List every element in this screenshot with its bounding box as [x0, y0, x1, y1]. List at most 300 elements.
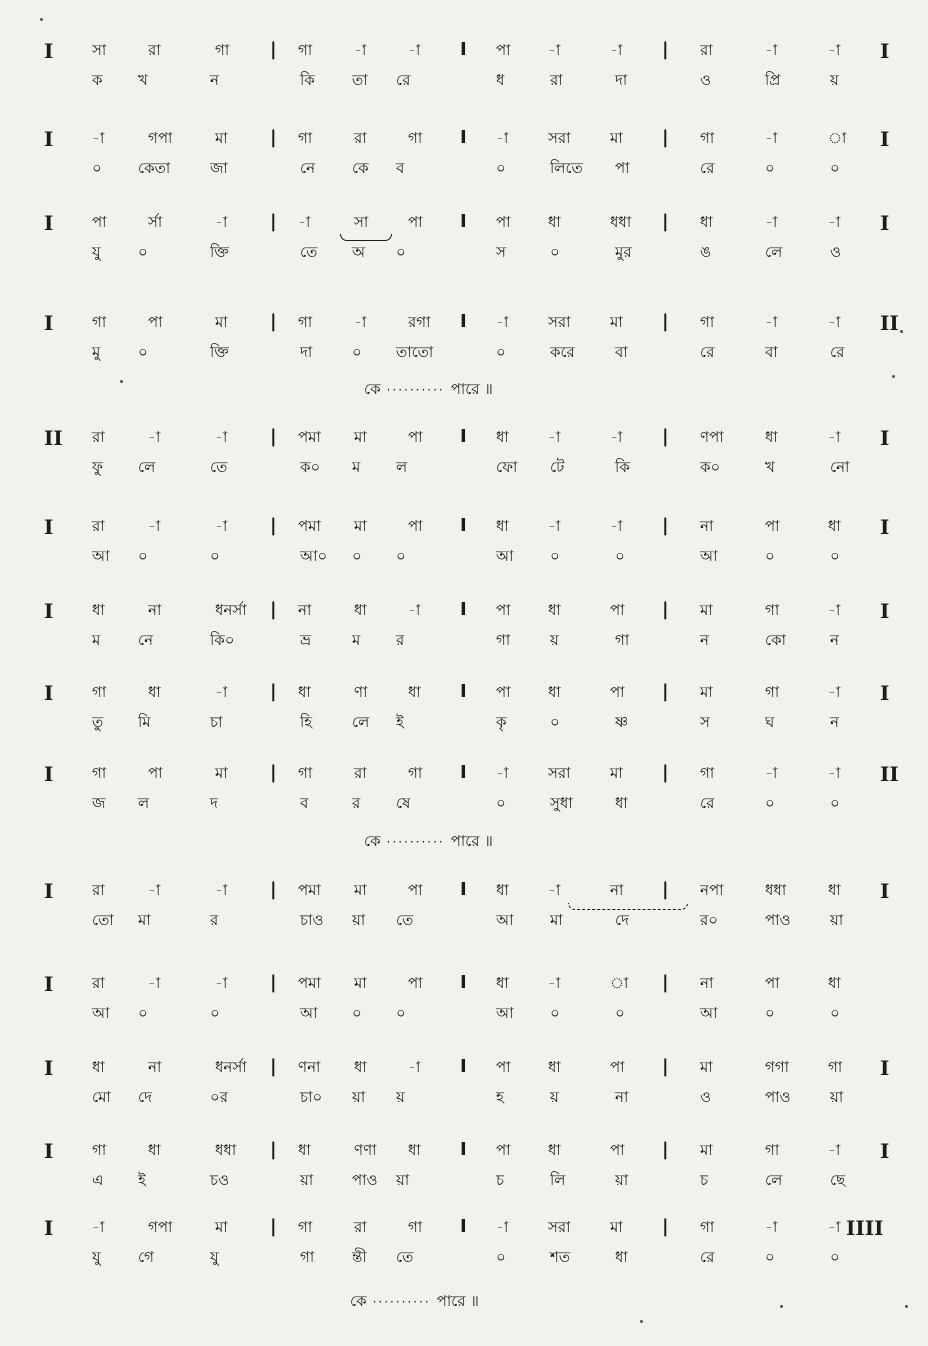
- note-cell: ধা: [148, 683, 161, 701]
- note-cell: মা: [700, 683, 713, 701]
- lyric-syllable: য়া: [615, 1171, 629, 1189]
- lyric-syllable: রে: [700, 1248, 715, 1266]
- note-cell: পমা: [298, 428, 321, 446]
- line-start-barline: I: [44, 879, 54, 903]
- lyric-syllable: ০: [830, 1004, 840, 1022]
- note-cell: গা: [700, 129, 715, 147]
- note-cell: পা: [496, 41, 511, 59]
- note-cell: পমা: [298, 517, 321, 535]
- lyric-syllable: ০: [92, 159, 102, 177]
- note-cell: সরা: [548, 764, 571, 782]
- lyric-syllable: র: [396, 631, 405, 649]
- note-cell: ধা: [408, 683, 421, 701]
- note-cell: পা: [496, 1141, 511, 1159]
- lyric-syllable: চাও: [300, 911, 324, 929]
- note-cell: মা: [354, 881, 367, 899]
- lyric-syllable: পা: [615, 159, 630, 177]
- note-cell: গা: [92, 764, 107, 782]
- measure-divider: I: [460, 311, 467, 332]
- line-start-barline: I: [44, 127, 54, 151]
- note-cell: মা: [215, 764, 228, 782]
- line-start-barline: I: [44, 311, 54, 335]
- measure-divider: |: [270, 311, 277, 332]
- measure-divider: |: [270, 879, 277, 900]
- measure-divider: |: [270, 211, 277, 232]
- lyric-syllable: ০: [396, 547, 406, 565]
- note-cell: ধা: [548, 213, 561, 231]
- lyric-syllable: ও: [700, 1088, 712, 1106]
- lyric-syllable: য়: [830, 71, 839, 89]
- lyric-syllable: ০: [496, 794, 506, 812]
- note-cell: মা: [215, 313, 228, 331]
- lyric-syllable: মুর: [615, 243, 632, 261]
- lyric-syllable: ০: [352, 1004, 362, 1022]
- lyric-syllable: কো: [765, 631, 786, 649]
- lyric-syllable: ০: [496, 1248, 506, 1266]
- lyric-syllable: কেতা: [138, 159, 171, 177]
- lyric-syllable: ০: [138, 343, 148, 361]
- lyric-syllable: ০: [830, 159, 840, 177]
- lyric-syllable: লে: [138, 458, 156, 476]
- lyric-syllable: লি: [550, 1171, 566, 1189]
- lyric-syllable: ০: [496, 159, 506, 177]
- lyric-syllable: ল: [396, 458, 408, 476]
- note-cell: গা: [765, 601, 780, 619]
- lyric-syllable: তে: [210, 458, 228, 476]
- lyric-syllable: না: [615, 1088, 629, 1106]
- measure-divider: I: [460, 681, 467, 702]
- notation-line: [0, 515, 928, 565]
- note-cell: -া: [354, 313, 367, 331]
- note-cell: গা: [765, 683, 780, 701]
- note-cell: -া: [148, 881, 161, 899]
- note-cell: গা: [298, 313, 313, 331]
- note-cell: ধা: [298, 1141, 311, 1159]
- lyric-syllable: ক০: [300, 458, 321, 476]
- lyric-syllable: ভ্র: [300, 631, 312, 649]
- measure-divider: I: [460, 39, 467, 60]
- note-cell: ধা: [148, 1141, 161, 1159]
- paper-speck: [640, 1320, 643, 1323]
- line-end-barline: I: [880, 39, 890, 63]
- measure-divider: |: [270, 762, 277, 783]
- lyric-syllable: ষ্ণ: [615, 713, 629, 731]
- note-cell: -া: [148, 517, 161, 535]
- note-cell: না: [610, 881, 624, 899]
- lyric-syllable: লিতে: [550, 159, 583, 177]
- lyric-syllable: চা: [210, 713, 223, 731]
- note-cell: ণণা: [354, 1141, 377, 1159]
- note-cell: গা: [828, 1058, 843, 1076]
- lyric-syllable: আ: [92, 547, 110, 565]
- note-cell: গপা: [148, 129, 173, 147]
- lyric-syllable: জা: [210, 159, 228, 177]
- line-end-barline: I: [880, 426, 890, 450]
- lyric-syllable: দা: [615, 71, 628, 89]
- lyric-syllable: রে: [830, 343, 845, 361]
- lyric-syllable: শত: [550, 1248, 571, 1266]
- paper-speck: [40, 18, 43, 21]
- lyric-syllable: করে: [550, 343, 575, 361]
- note-cell: পা: [408, 974, 423, 992]
- lyric-syllable: তে: [300, 243, 318, 261]
- notation-line: [0, 127, 928, 177]
- lyric-syllable: দ: [210, 794, 218, 812]
- lyric-syllable: আ: [700, 547, 718, 565]
- lyric-syllable: ০: [396, 243, 406, 261]
- lyric-syllable: য়া: [352, 1088, 366, 1106]
- note-cell: ধধা: [215, 1141, 237, 1159]
- note-cell: মা: [354, 428, 367, 446]
- lyric-syllable: ০: [550, 547, 560, 565]
- lyric-syllable: ন: [210, 71, 219, 89]
- note-cell: ধা: [92, 1058, 105, 1076]
- note-cell: -া: [215, 881, 228, 899]
- notation-line: [0, 1139, 928, 1189]
- note-cell: রা: [92, 517, 105, 535]
- note-cell: ধা: [548, 601, 561, 619]
- note-cell: মা: [700, 1141, 713, 1159]
- lyric-syllable: ম: [92, 631, 101, 649]
- notation-line: [0, 211, 928, 261]
- lyric-syllable: ০: [615, 1004, 625, 1022]
- paper-speck: [780, 1305, 783, 1308]
- note-cell: গা: [92, 683, 107, 701]
- measure-divider: |: [662, 211, 669, 232]
- note-cell: গগা: [765, 1058, 790, 1076]
- note-cell: গা: [700, 764, 715, 782]
- lyric-syllable: জ: [92, 794, 106, 812]
- measure-divider: |: [662, 762, 669, 783]
- note-cell: গা: [765, 1141, 780, 1159]
- note-cell: ধনর্সা: [215, 1058, 247, 1076]
- lyric-syllable: ০: [352, 343, 362, 361]
- lyric-syllable: বা: [615, 343, 628, 361]
- note-cell: ধা: [496, 517, 509, 535]
- note-cell: -া: [610, 428, 623, 446]
- measure-divider: |: [662, 599, 669, 620]
- measure-divider: I: [460, 972, 467, 993]
- refrain-start-text: কে: [364, 832, 381, 850]
- note-cell: -া: [548, 428, 561, 446]
- line-end-barline: I: [880, 1056, 890, 1080]
- lyric-syllable: কি০: [210, 631, 235, 649]
- lyric-syllable: ০: [830, 1248, 840, 1266]
- lyric-syllable: য়: [396, 1088, 405, 1106]
- measure-divider: |: [270, 1056, 277, 1077]
- lyric-syllable: চও: [210, 1171, 230, 1189]
- lyric-syllable: ঘ: [765, 713, 775, 731]
- note-cell: না: [700, 974, 714, 992]
- lyric-syllable: ০: [138, 1004, 148, 1022]
- lyric-syllable: ব: [396, 159, 405, 177]
- note-cell: -া: [215, 213, 228, 231]
- measure-divider: |: [662, 1216, 669, 1237]
- lyric-syllable: যু: [92, 1248, 101, 1266]
- paper-speck: [905, 1305, 908, 1308]
- note-cell: সা: [354, 213, 369, 231]
- lyric-syllable: হ: [496, 1088, 504, 1106]
- lyric-syllable: ক্তি: [210, 343, 229, 361]
- lyric-syllable: ০: [210, 547, 220, 565]
- lyric-syllable: কি: [615, 458, 630, 476]
- lyric-syllable: ০: [765, 1004, 775, 1022]
- lyric-syllable: ছে: [830, 1171, 846, 1189]
- note-cell: া: [610, 974, 629, 992]
- lyric-syllable: টে: [550, 458, 565, 476]
- lyric-syllable: র০: [700, 911, 719, 929]
- lyric-syllable: কৃ: [496, 713, 507, 731]
- lyric-syllable: মো: [92, 1088, 111, 1106]
- note-cell: রা: [92, 974, 105, 992]
- note-cell: গা: [408, 1218, 423, 1236]
- measure-divider: I: [460, 127, 467, 148]
- note-cell: গা: [298, 41, 313, 59]
- line-end-barline: I: [880, 515, 890, 539]
- line-end-barline: IIII: [846, 1216, 884, 1240]
- refrain-dots: ··········: [386, 383, 445, 397]
- note-cell: গা: [298, 129, 313, 147]
- lyric-syllable: ম: [352, 458, 361, 476]
- lyric-syllable: ০: [550, 713, 560, 731]
- line-end-barline: I: [880, 1139, 890, 1163]
- measure-divider: |: [662, 1056, 669, 1077]
- lyric-syllable: ধ: [496, 71, 505, 89]
- lyric-syllable: লে: [765, 1171, 783, 1189]
- note-cell: পা: [148, 313, 163, 331]
- note-cell: -া: [828, 683, 841, 701]
- note-cell: সা: [92, 41, 107, 59]
- paper-speck: [892, 375, 895, 378]
- notation-line: [0, 879, 928, 929]
- lyric-syllable: মা: [138, 911, 151, 929]
- note-cell: -া: [215, 974, 228, 992]
- lyric-syllable: ০র: [210, 1088, 229, 1106]
- note-cell: সরা: [548, 313, 571, 331]
- lyric-syllable: ক০: [700, 458, 721, 476]
- lyric-syllable: ০: [496, 343, 506, 361]
- measure-divider: |: [662, 311, 669, 332]
- note-cell: পা: [148, 764, 163, 782]
- measure-divider: I: [460, 762, 467, 783]
- line-start-barline: II: [44, 426, 63, 450]
- lyric-syllable: য়: [550, 631, 559, 649]
- note-cell: রা: [700, 41, 713, 59]
- refrain-marker: [364, 830, 493, 852]
- lyric-syllable: ০: [396, 1004, 406, 1022]
- lyric-syllable: ০: [765, 1248, 775, 1266]
- lyric-syllable: ০: [765, 794, 775, 812]
- note-cell: ণা: [354, 683, 368, 701]
- refrain-end-text: পারে ॥: [436, 1292, 479, 1310]
- lyric-syllable: রে: [396, 71, 411, 89]
- note-cell: ধা: [828, 974, 841, 992]
- lyric-syllable: গা: [300, 1248, 315, 1266]
- notation-line: [0, 39, 928, 89]
- lyric-syllable: ই: [138, 1171, 146, 1189]
- measure-divider: I: [460, 211, 467, 232]
- lyric-syllable: অ: [352, 243, 365, 261]
- note-cell: ধা: [354, 1058, 367, 1076]
- lyric-syllable: আ০: [300, 547, 328, 565]
- lyric-syllable: মি: [138, 713, 151, 731]
- refrain-start-text: কে: [350, 1292, 367, 1310]
- note-cell: না: [298, 601, 312, 619]
- lyric-syllable: ঙ: [700, 243, 712, 261]
- note-cell: পা: [408, 881, 423, 899]
- lyric-syllable: তা: [352, 71, 368, 89]
- notation-line: [0, 426, 928, 476]
- lyric-syllable: ব: [300, 794, 309, 812]
- note-cell: -া: [298, 213, 311, 231]
- lyric-syllable: গা: [496, 631, 511, 649]
- note-cell: গা: [408, 764, 423, 782]
- measure-divider: |: [662, 39, 669, 60]
- refrain-end-text: পারে ॥: [450, 832, 493, 850]
- note-cell: গা: [700, 313, 715, 331]
- lyric-syllable: রে: [700, 794, 715, 812]
- lyric-syllable: ০: [550, 243, 560, 261]
- lyric-syllable: এ: [92, 1171, 104, 1189]
- lyric-syllable: য়: [550, 1088, 559, 1106]
- note-cell: -া: [610, 41, 623, 59]
- note-cell: ণনা: [298, 1058, 321, 1076]
- note-cell: রা: [354, 1218, 367, 1236]
- note-cell: ধা: [354, 601, 367, 619]
- lyric-syllable: ই: [396, 713, 404, 731]
- lyric-syllable: ধা: [615, 794, 628, 812]
- note-cell: পা: [496, 683, 511, 701]
- note-cell: -া: [548, 41, 561, 59]
- note-cell: গা: [298, 764, 313, 782]
- note-cell: গা: [92, 1141, 107, 1159]
- note-cell: রা: [148, 41, 161, 59]
- lyric-syllable: প্রি: [765, 71, 781, 89]
- note-cell: রা: [354, 129, 367, 147]
- note-cell: মা: [610, 129, 623, 147]
- note-cell: পা: [496, 601, 511, 619]
- lyric-syllable: যু: [92, 243, 101, 261]
- note-cell: গা: [700, 1218, 715, 1236]
- line-end-barline: II: [880, 762, 899, 786]
- note-cell: -া: [496, 313, 509, 331]
- lyric-syllable: পাও: [765, 911, 791, 929]
- note-cell: -া: [548, 974, 561, 992]
- measure-divider: I: [460, 1056, 467, 1077]
- measure-divider: I: [460, 599, 467, 620]
- lyric-syllable: ফো: [496, 458, 518, 476]
- line-start-barline: I: [44, 762, 54, 786]
- note-cell: রা: [92, 428, 105, 446]
- lyric-syllable: নে: [300, 159, 316, 177]
- lyric-syllable: ০: [352, 547, 362, 565]
- note-cell: -া: [765, 313, 778, 331]
- line-start-barline: I: [44, 39, 54, 63]
- notation-line: [0, 1216, 928, 1266]
- lyric-syllable: ক্তি: [210, 243, 229, 261]
- note-cell: -া: [828, 428, 841, 446]
- lyric-syllable: আ: [700, 1004, 718, 1022]
- note-cell: রা: [354, 764, 367, 782]
- lyric-syllable: খ: [138, 71, 148, 89]
- note-cell: না: [700, 517, 714, 535]
- note-cell: ধা: [496, 881, 509, 899]
- note-cell: -া: [496, 764, 509, 782]
- note-cell: ধা: [408, 1141, 421, 1159]
- measure-divider: |: [270, 39, 277, 60]
- measure-divider: I: [460, 1139, 467, 1160]
- lyric-syllable: ন্তী: [352, 1248, 367, 1266]
- note-cell: পা: [765, 517, 780, 535]
- note-cell: ধা: [700, 213, 713, 231]
- measure-divider: I: [460, 879, 467, 900]
- lyric-syllable: খ: [765, 458, 775, 476]
- note-cell: গা: [298, 1218, 313, 1236]
- line-start-barline: I: [44, 1216, 54, 1240]
- measure-divider: |: [270, 1139, 277, 1160]
- note-cell: পা: [496, 213, 511, 231]
- lyric-syllable: তো: [92, 911, 114, 929]
- line-end-barline: I: [880, 681, 890, 705]
- lyric-syllable: ০: [830, 547, 840, 565]
- note-cell: -া: [92, 129, 105, 147]
- line-start-barline: I: [44, 515, 54, 539]
- refrain-dots: ··········: [372, 1295, 431, 1309]
- measure-divider: I: [460, 1216, 467, 1237]
- note-cell: মা: [610, 1218, 623, 1236]
- lyric-syllable: য়া: [352, 911, 366, 929]
- note-cell: -া: [496, 1218, 509, 1236]
- note-cell: পা: [610, 601, 625, 619]
- note-cell: মা: [610, 764, 623, 782]
- note-cell: -া: [828, 1218, 841, 1236]
- notation-line: [0, 311, 928, 361]
- lyric-syllable: য়া: [300, 1171, 314, 1189]
- note-cell: পা: [610, 683, 625, 701]
- notation-line: [0, 1056, 928, 1106]
- lyric-syllable: যু: [210, 1248, 219, 1266]
- note-cell: ধা: [765, 428, 778, 446]
- note-cell: গা: [408, 129, 423, 147]
- lyric-syllable: গা: [615, 631, 630, 649]
- note-cell: পা: [408, 428, 423, 446]
- lyric-syllable: আ: [300, 1004, 318, 1022]
- refrain-start-text: কে: [364, 380, 381, 398]
- paper-speck: [900, 330, 903, 333]
- lyric-syllable: ষে: [396, 794, 411, 812]
- lyric-syllable: ০: [210, 1004, 220, 1022]
- lyric-syllable: ০: [830, 794, 840, 812]
- lyric-syllable: আ: [496, 547, 514, 565]
- note-cell: -া: [828, 41, 841, 59]
- lyric-syllable: য়া: [830, 1088, 844, 1106]
- note-cell: -া: [765, 41, 778, 59]
- line-end-barline: I: [880, 599, 890, 623]
- note-cell: পা: [765, 974, 780, 992]
- note-cell: পা: [496, 1058, 511, 1076]
- note-cell: -া: [215, 517, 228, 535]
- note-cell: ধা: [548, 683, 561, 701]
- lyric-syllable: কে: [352, 159, 369, 177]
- note-cell: -া: [610, 517, 623, 535]
- measure-divider: |: [270, 681, 277, 702]
- note-cell: -া: [215, 428, 228, 446]
- measure-divider: |: [662, 972, 669, 993]
- note-cell: -া: [408, 601, 421, 619]
- lyric-syllable: ম: [352, 631, 361, 649]
- lyric-syllable: চ: [700, 1171, 709, 1189]
- line-start-barline: I: [44, 1139, 54, 1163]
